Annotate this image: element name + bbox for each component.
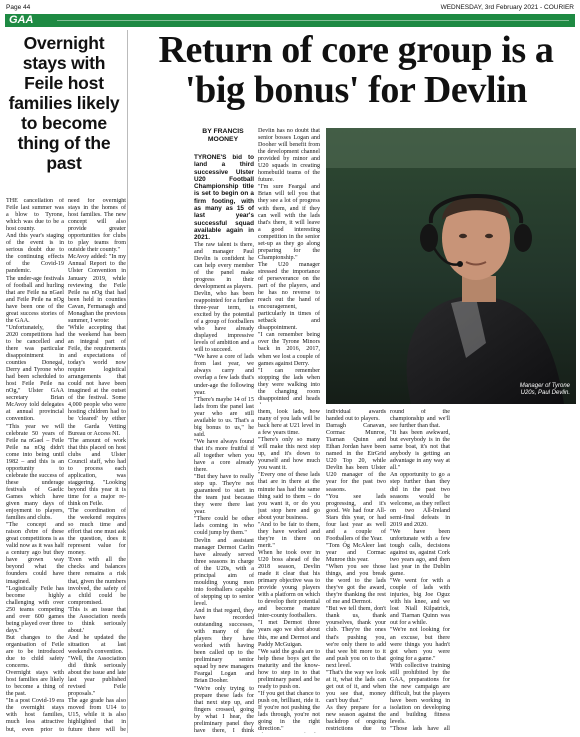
paragraph: "It has been awkward, but everybody is in the same boat, it's not that anybody is getting an advantage in any way at all." <box>390 430 450 472</box>
paragraph: them, look lads, how many of you lads will be back here at U21 level in a few years time. <box>258 409 320 437</box>
paragraph: 'While accepting that the weekend has been an integral part of Feile, the requirements and expectations of today's world now require logistical arrangements that could not have been imagined at the outset of the festival. Some 4,000 people who were hosting children had to be 'cleared' by either the Garda Vetting Bureau or Access NI. <box>68 324 126 437</box>
paragraph: "But they have to really step up. They're not guaranteed to start in the team just because they were there last year. <box>194 474 254 516</box>
paragraph: "There's maybe 14 of 15 lads from the panel last year who are still available to us. That's a big bonus to us," he said. <box>194 396 254 438</box>
page-header <box>6 2 574 13</box>
paragraph: "Logistically Feile has become highly challenging with over 250 teams competing and over 600 games being played over three days." <box>6 585 64 634</box>
paragraph: When he took over in U20 boss ahead of the 2018 season, Devlin made it clear that his primary objective was to provide young players with a platform on which to develop their potential and become mature inter-county footballers. <box>258 549 320 620</box>
byline: BY FRANCIS MOONEY <box>202 128 244 143</box>
paragraph: THE cancellation of Feile last summer was a blow to Tyrone, which was due to be a host county. <box>6 198 64 233</box>
paragraph: With collective training still prohibited by the GAA, preparations for the new campaign are difficult, but the players have been working in isolation on developing and building fitness levels. <box>390 662 450 726</box>
paragraph: "Unfortunately, the 2020 competitions had to be cancelled and there was particular disappointment in counties Donegal, Derry and Tyrone who had been scheduled to host Feile Peile na nOg," Ulster GAA secretary Brian McAvoy told delegates at annual provincial convention. <box>6 324 64 423</box>
main-story-column-2 <box>258 128 320 404</box>
paragraph: "If you get that chance to push on, brilliant, ride it. If you're not pushing the lads through, you're not going in the right direction." <box>258 690 320 733</box>
page-number: Page 44 <box>6 4 31 11</box>
paragraph: The U20 manager stressed the importance of perseverance on the part of the players, and he has no reverse to reach out the hand of encouragement, particularly in times of setback and disappointment. <box>258 261 320 332</box>
paragraph: The age grade has also moved from U14 to U15, while it is also highlighted that in future there will be <box>68 698 126 733</box>
paragraph: Darragh Canavan, Cormac Munroe, Tiarnan Quinn and Ethan Jordan have been named in the EirGrid U20 Top 20, while Devlin has been Ulster U20 manager of the year for the past two seasons. <box>326 423 386 493</box>
main-headline: Return of core group is a 'big bonus' for Devlin <box>158 29 554 111</box>
paragraph: "We have a core of lads from last year, we always carry and overlap a few lads that's under-age the following year. <box>194 354 254 396</box>
paragraph: "We have always found that it's more fruitful if all together when you have a core already there. <box>194 438 254 474</box>
paragraph: The under-age festivals of football and hurling that are Feile na nGael and Feile Peile na nOg have been one of the great success stories of the GAA. <box>6 275 64 324</box>
paragraph: "I met Dermot three years ago we shot about this, me and Dermot and Paddy McGuigan. <box>258 620 320 648</box>
paragraph: "We went for with a couple of lads with injuries, big Joe Oguz with his knee, and we lost Niall Kilpatrick, and Tiarnan Quinn was out for a while. <box>390 578 450 627</box>
paragraph: need for overnight stays in the homes of host families. The new concept will also provide greater opportunities for clubs to play teams from outside their county." <box>68 198 126 254</box>
paragraph: "In a post Covid-19 era the overnight stays with host families, much less attractive but, even prior to <box>6 698 64 733</box>
paragraph: "Well, the Association did think seriously about the issue and late last year published revised Feile proposals." <box>68 656 126 698</box>
main-story-column-3 <box>258 409 320 733</box>
paragraph: The raw talent is there, and manager Paul Devlin is confident he can help every member of the panel make progress in their development as players. <box>194 241 254 290</box>
main-story-column-1-body <box>194 242 254 733</box>
section-label: GAA <box>9 14 34 26</box>
column-divider <box>127 30 128 733</box>
paragraph: "There could be other lads coming in who could jump by them." <box>194 516 254 537</box>
paragraph: 'The amount of work that this placed on host clubs and Ulster Council staff, who had to process each application, was staggering. "Looking beyond this year it is time for a major re-think on Feile. <box>68 437 126 508</box>
paragraph: "We said the goals are to help these boys get the maturity and the know-how to step in to that preliminary panel and be ready to push on. <box>258 648 320 690</box>
paragraph: round of the championship and we'll see further than that. <box>390 409 450 430</box>
paragraph: McAvoy added: "In my Annual Report to the Ulster Convention in January 2019, while reviewing the Feile Peile na nOg that had been held in counties Cavan, Fermanagh and Monaghan the previous summer, I wrote: <box>68 254 126 324</box>
paragraph: As they prepare for a new season against the backdrop of ongoing restrictions due to <box>326 704 386 733</box>
paragraph: "But we tell them, don't thank us, thank yourselves, thank your club. They're the ones that's pushing you, we're only there to add that wee bit more to it and push you on to that next level. <box>326 606 386 669</box>
paragraph: "Those lads have all <box>390 726 450 733</box>
paragraph: And this year's staging of the event is in serious doubt due to the continuing effects of the Covid-19 pandemic. <box>6 233 64 275</box>
paragraph: "There's only so many will make this next step up, and it's down to yourself and how much you want it. <box>258 437 320 472</box>
paragraph: individual awards handed out to players. <box>326 409 386 423</box>
paragraph: "I'm sure Feargal and Brian will tell you that they see a lot of progress with them, and if they can well with the lads that's there, it will leave a good interesting competition in the senior set-up as they go along preparing for the Championship." <box>258 184 320 261</box>
side-story-column-1 <box>6 198 64 733</box>
paragraph: "This year we will celebrate 50 years of Feile na nGael – Feile Peile na nOg didn't come into being until 1982 – and this is an opportunity to celebrate the success of these underage festivals of Gaelic Games which have given many days of enjoyment to players, families and clubs. <box>6 423 64 522</box>
paragraph: "We have been unfortunate with a few tough calls, decisions against us, against Cork two years ago, and then last year in the Dublin game. <box>390 528 450 578</box>
paragraph: "Every one of these lads that are in there at the minute has had the same thing said to them – do you want it, or do you just stop here and go about your business. <box>258 472 320 521</box>
paragraph: 'The coordination of the weekend requires so much time and effort that one must ask the question, does it represent value for money. <box>68 508 126 557</box>
paragraph: And he updated the situation at last weekend's convention. <box>68 634 126 655</box>
side-story-column-2 <box>68 198 126 733</box>
paragraph: "Tom Óg McAleer last year and Cormac Munroe this year. <box>326 542 386 563</box>
date-line: WEDNESDAY, 3rd February 2021 - COURIER <box>440 4 574 11</box>
paragraph: An opportunity to go a step further than they did in the past two seasons would be welcome, as they reflect on two All-Ireland semi-final defeats in 2019 and 2020. <box>390 472 450 528</box>
paragraph: 'Even with all the checks and balances there remains a risk that, given the numbers involved, the safety of a child could be compromised. <box>68 557 126 606</box>
paragraph: And in that regard, they have recorded outstanding successes, with many of the players they have worked with having been called up to the preliminary senior squad by new managers Feargal Logan and Brian Dooher. <box>194 608 254 685</box>
main-story-column-5 <box>390 409 450 733</box>
photo-caption: Manager of Tyrone U20s, Paul Devlin. <box>519 383 570 396</box>
paragraph: Devlin and assistant manager Dermot Carlin have already served three seasons in charge of the U20s, with a principal aim of moulding young men into footballers capable of stepping up to senior level. <box>194 537 254 607</box>
side-story <box>6 30 122 173</box>
paragraph: "The concept and raison d'etre of these great competitions is as valid now as it was half a century ago but they have grown way beyond what the founders could have imagined. <box>6 522 64 585</box>
lead-paragraph: TYRONE'S bid to land a third successive Ulster U20 Football Championship title is set to begin on a firm footing, with as many as 15 of last year's successful squad available again in 2021. <box>194 154 254 242</box>
manager-photo <box>326 128 576 404</box>
paragraph: 'This is an issue that the Association needs to think seriously about.' <box>68 606 126 634</box>
paragraph: "When you see those things, and you break the word to the lads they've got the award, they're thanking the rest of me and Dermot. <box>326 564 386 606</box>
main-story-column-4 <box>326 409 386 733</box>
paragraph: "We're not looking for an excuse, but there were things you hadn't got when you were going for a game." <box>390 627 450 662</box>
manager-photo-image <box>326 128 576 404</box>
side-story-headline: Overnight stays with Feile host families likely to become thing of the past <box>8 33 120 173</box>
paragraph: But changes to the organisation of Feile are to be introduced due to child safety concerns. <box>6 634 64 670</box>
paragraph: "And to be fair to them, they have worked and they're in there on merit." <box>258 521 320 549</box>
paragraph: Devlin, who has been reappointed for a further three-year term, is excited by the potential of a group of footballers who have already displayed impressive levels of ambition and a will to succeed. <box>194 290 254 354</box>
paragraph: "We're only trying to prepare these lads for that next step up, and fingers crossed, going by what I hear, the preliminary panel they have there, I think <box>194 685 254 733</box>
main-story-column-1 <box>194 154 254 733</box>
paragraph: Devlin has no doubt that senior bosses Logan and Dooher will benefit from the development channel provided by minor and U20 squads in creating homebuild teams of the future. <box>258 128 320 184</box>
paragraph: Overnight stays with host families are likely to become a thing of the past. <box>6 670 64 698</box>
paragraph: "I can remember being over the Tyrone Minors back in 2016, 2017, when we lost a couple of games against Derry. <box>258 332 320 367</box>
section-banner <box>5 14 575 27</box>
paragraph: "That's the way we look at it, what the lads can get out of it, and when you see that, money can't buy that." <box>326 669 386 704</box>
paragraph: "I can remember stopping the lads when they were walking into the changing room disappointed and heads <box>258 367 320 402</box>
paragraph: "You see lads progressing, and it's good. We had four All-Stars this year, or had four last year as well and a couple of Footballers of the Year. <box>326 493 386 542</box>
